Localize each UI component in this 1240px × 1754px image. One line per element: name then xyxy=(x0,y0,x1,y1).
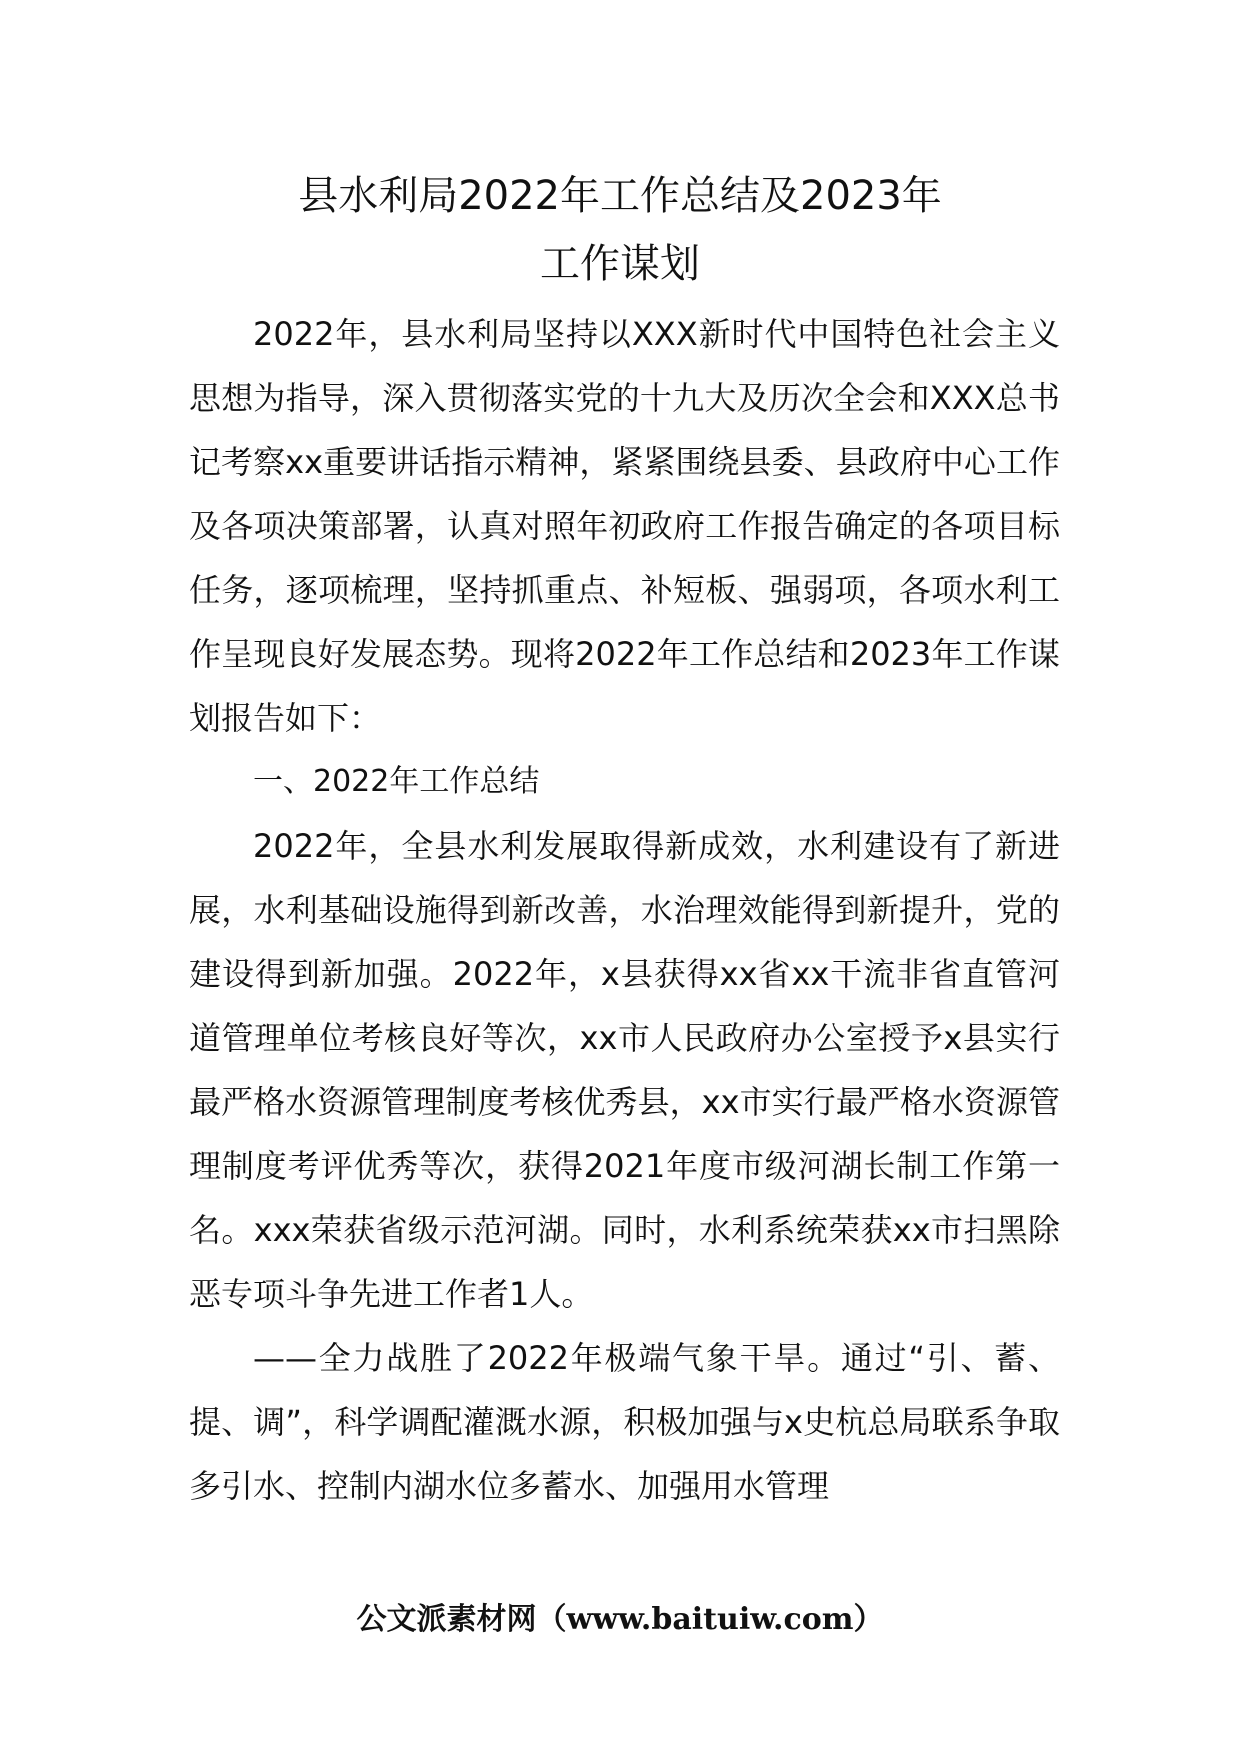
section-heading-1: 一、2022年工作总结 xyxy=(253,764,540,799)
summary-paragraph: 2022年，全县水利发展取得新成效，水利建设有了新进展，水利基础设施得到新改善，水治理效能得到新提升，党的建设得到新加强。2022年，x县获得xx省xx干流非省直管河道管理单位考核良好等次，xx市人民政府办公室授予x县实行最严格水资源管理制度考核优秀县，xx市实行最严格水资源管理制度考评优秀等次，获得2021年度市级河湖长制工作第一名。xxx荣获省级示范河湖。同时，水利系统荣获xx市扫黑除恶专项斗争先进工作者1人。 xyxy=(189,827,1060,1313)
drought-paragraph: ——全力战胜了2022年极端气象干旱。通过“引、蓄、提、调”，科学调配灌溉水源，积极加强与x史杭总局联系争取多引水、控制内湖水位多蓄水、加强用水管理 xyxy=(189,1339,1060,1505)
intro-paragraph: 2022年，县水利局坚持以XXX新时代中国特色社会主义思想为指导，深入贯彻落实党的十九大及历次全会和XXX总书记考察xx重要讲话指示精神，紧紧围绕县委、县政府中心工作及各项决策部署，认真对照年初政府工作报告确定的各项目标任务，逐项梳理，坚持抓重点、补短板、强弱项，各项水利工作呈现良好发展态势。现将2022年工作总结和2023年工作谋划报告如下： xyxy=(189,315,1060,737)
source-watermark-footer: 公文派素材网（www.baituiw.com） xyxy=(356,1602,884,1637)
document-title-line-2: 工作谋划 xyxy=(540,241,700,287)
document-title-line-1: 县水利局2022年工作总结及2023年 xyxy=(298,173,942,219)
document-body xyxy=(189,302,1060,1518)
